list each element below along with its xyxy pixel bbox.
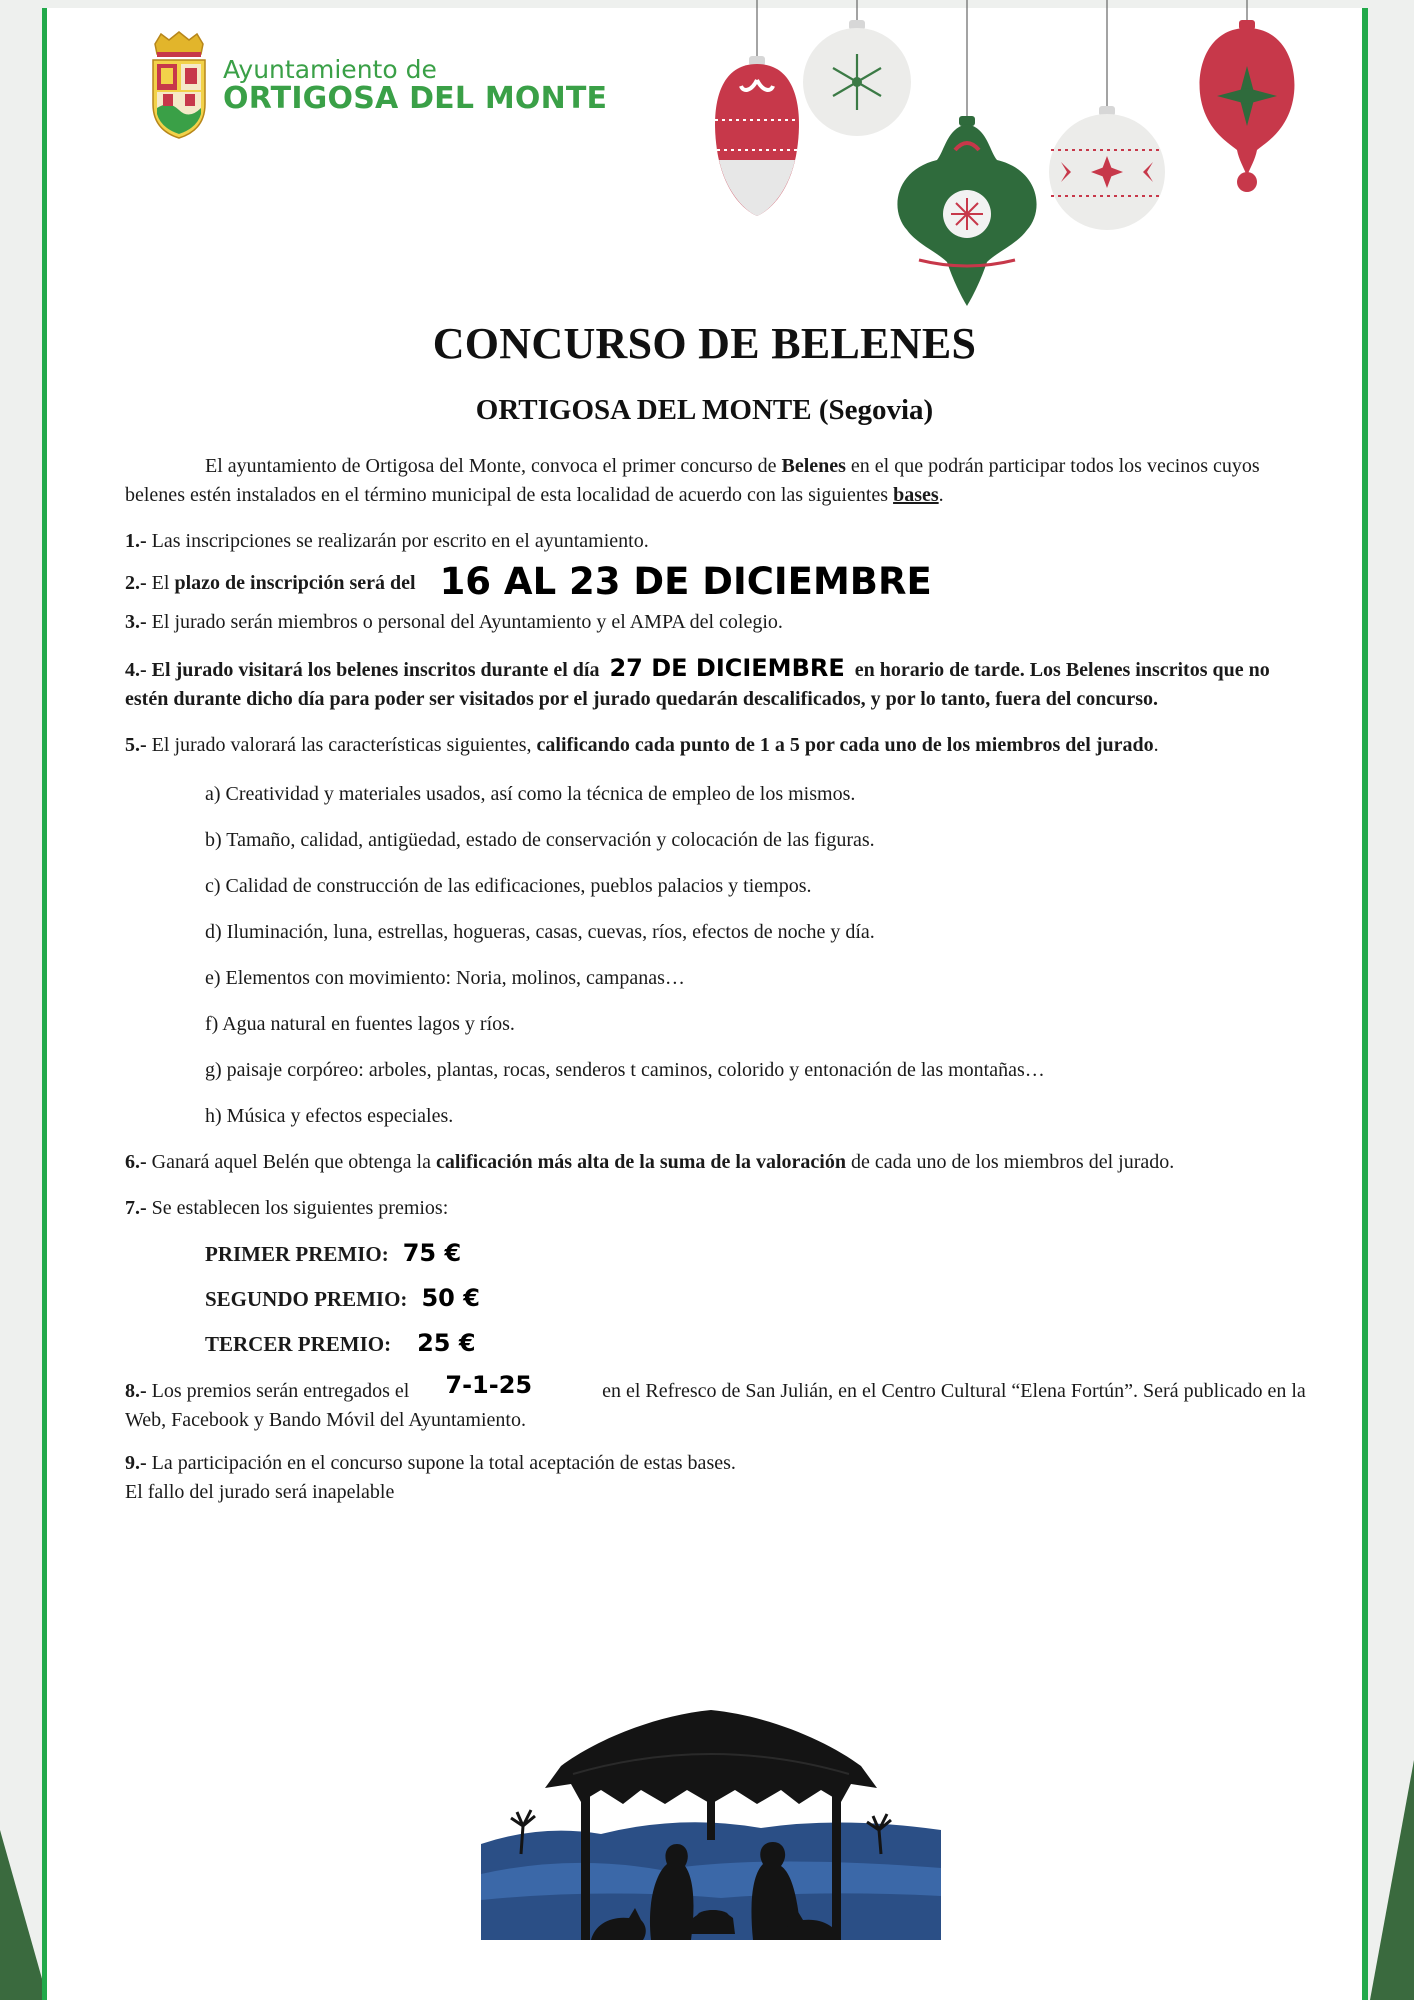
- rule-2-number: 2.-: [125, 572, 147, 594]
- rule-4: [125, 654, 1314, 714]
- criteria-item: f) Agua natural en fuentes lagos y ríos.: [205, 1013, 515, 1035]
- rule-8: [125, 1371, 1314, 1435]
- rule-6-text-1: Ganará aquel Belén que obtenga la: [146, 1151, 436, 1173]
- intro-text-1: El ayuntamiento de Ortigosa del Monte, convoca el primer concurso de: [205, 455, 782, 477]
- criteria-item: b) Tamaño, calidad, antigüedad, estado de conservación y colocación de las figuras.: [205, 829, 875, 851]
- prize-amount: 50 €: [421, 1284, 480, 1312]
- ornament-green-icon: [897, 116, 1036, 306]
- rule-6-bold: calificación más alta de la suma de la valoración: [436, 1151, 846, 1173]
- rule-5-number: 5.-: [125, 734, 147, 756]
- prize-label: PRIMER PREMIO:: [205, 1242, 389, 1266]
- rule-6: [125, 1148, 1314, 1177]
- rule-1-text: Las inscripciones se realizarán por escrito en el ayuntamiento.: [146, 530, 649, 552]
- rule-5-text: El jurado valorará las características siguientes,: [146, 734, 537, 756]
- registration-dates: 16 AL 23 DE DICIEMBRE: [439, 560, 932, 603]
- rule-7-text: Se establecen los siguientes premios:: [146, 1197, 449, 1219]
- prize-first: [205, 1239, 1314, 1269]
- criteria-item: h) Música y efectos especiales.: [205, 1105, 454, 1127]
- rule-9-text: La participación en el concurso supone la total aceptación de estas bases.: [146, 1452, 736, 1474]
- municipality-logo: [147, 30, 607, 142]
- rule-3: [125, 608, 1314, 637]
- rule-9-number: 9.-: [125, 1452, 147, 1474]
- prizes-list: [205, 1239, 1314, 1359]
- rule-4-text-1: El jurado visitará los belenes inscritos durante el día: [146, 659, 600, 681]
- christmas-ornaments: [647, 0, 1347, 320]
- rule-4-text-2: en horario de tarde. Los Belenes inscritos que no estén durante dicho día para poder ser visitados por el jurado quedarán descalificados, y por lo tanto, fuera del concurso.: [125, 659, 1270, 710]
- rule-2-bold: plazo de inscripción será del: [174, 572, 416, 594]
- background-corner-left: [0, 1830, 48, 2000]
- intro-underlined: bases: [893, 484, 939, 506]
- rule-1-number: 1.-: [125, 530, 147, 552]
- intro-bold: Belenes: [781, 455, 846, 477]
- rule-3-number: 3.-: [125, 611, 147, 633]
- poster-sheet: [42, 8, 1368, 2000]
- rule-7-number: 7.-: [125, 1197, 147, 1219]
- rule-9: [125, 1449, 1314, 1478]
- nativity-scene-icon: [481, 1704, 941, 1940]
- criteria-item: e) Elementos con movimiento: Noria, molinos, campanas…: [205, 967, 685, 989]
- rule-4-number: 4.-: [125, 659, 147, 681]
- rule-1: [125, 527, 1314, 556]
- prize-label: SEGUNDO PREMIO:: [205, 1287, 408, 1311]
- intro-paragraph: [125, 452, 1314, 510]
- award-date: 7-1-25: [445, 1371, 533, 1399]
- rule-7: [125, 1194, 1314, 1223]
- rule-5: [125, 731, 1314, 760]
- prize-second: [205, 1284, 1314, 1314]
- logo-line-1: Ayuntamiento de: [223, 55, 437, 85]
- criteria-list: [205, 780, 1314, 1131]
- criteria-item: a) Creatividad y materiales usados, así como la técnica de empleo de los mismos.: [205, 783, 856, 805]
- ornament-red-icon: [715, 56, 799, 216]
- rule-5-end: .: [1153, 734, 1159, 756]
- criteria-item: d) Iluminación, luna, estrellas, hogueras, casas, cuevas, ríos, efectos de noche y día.: [205, 921, 875, 943]
- rule-5-bold: calificando cada punto de 1 a 5 por cada uno de los miembros del jurado: [536, 734, 1154, 756]
- rule-6-number: 6.-: [125, 1151, 147, 1173]
- coat-of-arms-icon: [147, 30, 211, 142]
- ornament-snowflake-icon: [803, 20, 911, 136]
- rule-2: [125, 560, 1314, 603]
- ornament-nordic-icon: [1049, 106, 1165, 230]
- rule-8-text-2: en el Refresco de San Julián, en el Centro Cultural “Elena Fortún”. Será publicado en la Web, Facebook y Bando Móvil del Ayuntamiento.: [125, 1380, 1306, 1431]
- criteria-item: g) paisaje corpóreo: arboles, plantas, rocas, senderos t caminos, colorido y entonación de las montañas…: [205, 1059, 1045, 1081]
- background-corner-right: [1370, 1760, 1414, 2000]
- rule-8-number: 8.-: [125, 1380, 147, 1402]
- rule-3-text: El jurado serán miembros o personal del Ayuntamiento y el AMPA del colegio.: [146, 611, 783, 633]
- rules-body: [125, 452, 1314, 1507]
- rule-6-text-2: de cada uno de los miembros del jurado.: [845, 1151, 1175, 1173]
- jury-visit-date: 27 DE DICIEMBRE: [609, 654, 845, 682]
- rule-8-text-1: Los premios serán entregados el: [146, 1380, 410, 1402]
- ornament-red-star-icon: [1200, 20, 1295, 192]
- logo-line-2: ORTIGOSA DEL MONTE: [223, 81, 608, 117]
- prize-amount: 75 €: [402, 1239, 462, 1267]
- rule-9-line-2: El fallo del jurado será inapelable: [125, 1481, 395, 1503]
- prize-third: [205, 1329, 1314, 1359]
- rule-2-text: El: [146, 572, 175, 594]
- criteria-item: c) Calidad de construcción de las edificaciones, pueblos palacios y tiempos.: [205, 875, 812, 897]
- poster-subtitle: ORTIGOSA DEL MONTE (Segovia): [475, 394, 934, 426]
- prize-amount: 25 €: [417, 1329, 476, 1357]
- intro-text-3: .: [938, 484, 944, 506]
- intro-text-2: en el que podrán participar todos los vecinos cuyos belenes estén instalados en el término municipal de esta localidad de acuerdo con las siguientes: [125, 455, 1260, 506]
- prize-label: TERCER PREMIO:: [205, 1332, 392, 1356]
- poster-title: CONCURSO DE BELENES: [432, 319, 977, 368]
